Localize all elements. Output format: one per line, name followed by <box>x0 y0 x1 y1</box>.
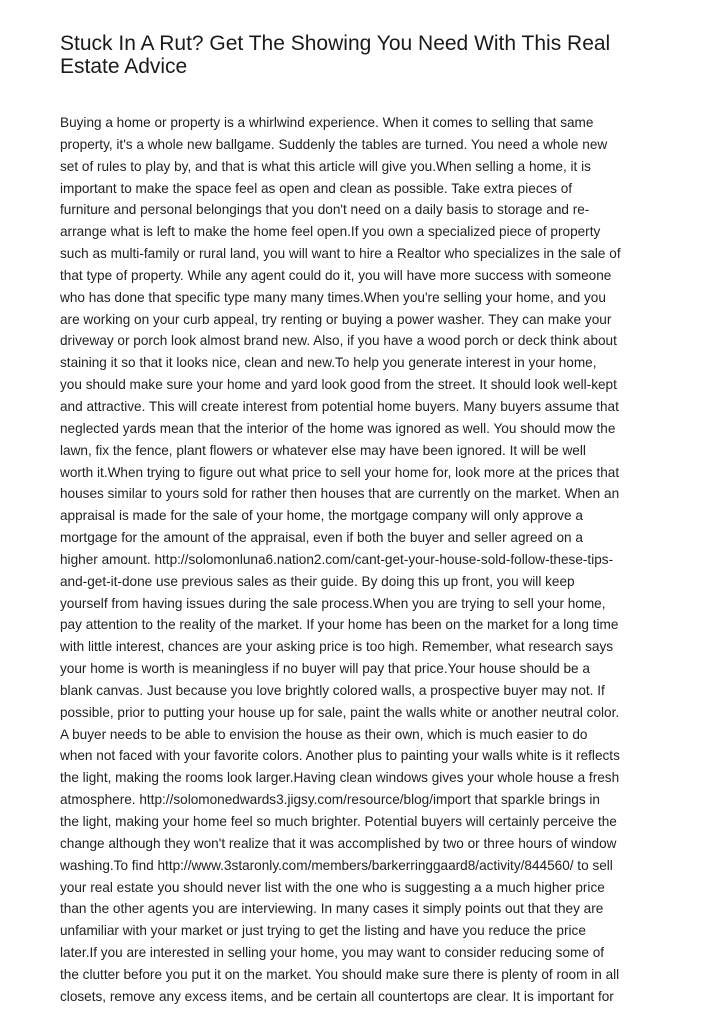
body-text-line: Buying a home or property is a whirlwind experience. When it comes to selling that same <box>60 115 594 130</box>
document-title <box>60 32 660 78</box>
body-text-line: driveway or porch look almost brand new. Also, if you have a wood porch or deck think about <box>60 333 617 349</box>
body-text-line: that type of property. While any agent could do it, you will have more success with someone <box>60 267 612 283</box>
body-text-line: furniture and personal belongings that you don't need on a daily basis to storage and re- <box>60 202 590 218</box>
document-page <box>60 32 660 1008</box>
body-text-line: the light, making the rooms look larger.Having clean windows gives your whole house a fresh <box>60 770 620 786</box>
body-text-line: appraisal is made for the sale of your home, the mortgage company will only approve a <box>60 508 583 524</box>
body-text-line: unfamiliar with your market or just trying to get the listing and have you reduce the price <box>60 923 586 939</box>
body-text-line: with little interest, chances are your asking price is too high. Remember, what research says <box>60 639 614 655</box>
body-text-line: such as multi-family or rural land, you will want to hire a Realtor who specializes in the sale of <box>60 246 621 262</box>
body-text-line: mortgage for the amount of the appraisal, even if both the buyer and seller agreed on a <box>60 530 583 546</box>
body-text-line: houses similar to yours sold for rather then houses that are currently on the market. When an <box>60 486 620 502</box>
body-text-line: higher amount. http://solomonluna6.nation2.com/cant-get-your-house-sold-follow-these-tips- <box>60 551 614 567</box>
body-text-line: washing.To find http://www.3staronly.com/members/barkerringgaard8/activity/844560/ to sell <box>60 857 613 873</box>
body-text-line: lawn, fix the fence, plant flowers or whatever else may have been ignored. It will be well <box>60 442 586 458</box>
article-body <box>60 112 660 1008</box>
body-text-line: blank canvas. Just because you love brightly colored walls, a prospective buyer may not. If <box>60 682 605 698</box>
body-text-line: important to make the space feel as open and clean as possible. Take extra pieces of <box>60 180 573 196</box>
body-text-line: set of rules to play by, and that is what this article will give you.When selling a home, it is <box>60 158 591 174</box>
body-text-line: worth it.When trying to figure out what price to sell your home for, look more at the prices that <box>60 464 620 480</box>
body-text-line: your real estate you should never list with the one who is suggesting a a much higher price <box>60 879 605 895</box>
body-text-line: the clutter before you put it on the market. You should make sure there is plenty of room in all <box>60 966 620 982</box>
body-text-line: and-get-it-done use previous sales as their guide. By doing this up front, you will keep <box>60 573 575 589</box>
body-text-line: pay attention to the reality of the market. If your home has been on the market for a long time <box>60 617 619 633</box>
body-text-line: your home is worth is meaningless if no buyer will pay that price.Your house should be a <box>60 661 590 677</box>
body-text-line: the light, making your home feel so much brighter. Potential buyers will certainly perceive the <box>60 814 617 829</box>
body-text-line: closets, remove any excess items, and be certain all countertops are clear. It is important for <box>60 988 614 1004</box>
body-text-line: possible, prior to putting your house up for sale, paint the walls white or another neutral color. <box>60 704 620 720</box>
body-text-line: change although they won't realize that it was accomplished by two or three hours of window <box>60 835 617 851</box>
body-text-line: yourself from having issues during the sale process.When you are trying to sell your home, <box>60 595 606 611</box>
title-line: Estate Advice <box>60 55 188 78</box>
body-text-line: who has done that specific type many many times.When you're selling your home, and you <box>60 289 606 305</box>
body-text-line: A buyer needs to be able to envision the house as their own, which is much easier to do <box>60 726 588 742</box>
body-text-line: neglected yards mean that the interior of the home was ignored as well. You should mow the <box>60 420 616 436</box>
body-text-line: arrange what is left to make the home feel open.If you own a specialized piece of property <box>60 224 601 240</box>
body-text-line: are working on your curb appeal, try renting or buying a power washer. They can make your <box>60 311 612 327</box>
body-text-line: property, it's a whole new ballgame. Suddenly the tables are turned. You need a whole new <box>60 136 608 152</box>
body-text-line: and attractive. This will create interest from potential home buyers. Many buyers assume that <box>60 398 619 414</box>
body-text-line: when not faced with your favorite colors. Another plus to painting your walls white is it reflects <box>60 748 620 764</box>
body-text-line: you should make sure your home and yard look good from the street. It should look well-kept <box>60 377 617 393</box>
body-text-line: atmosphere. http://solomonedwards3.jigsy.com/resource/blog/import that sparkle brings in <box>60 792 600 808</box>
body-text-line: later.If you are interested in selling your home, you may want to consider reducing some of <box>60 945 605 961</box>
body-text-line: than the other agents you are interviewing. In many cases it simply points out that they are <box>60 901 604 917</box>
title-line: Stuck In A Rut? Get The Showing You Need With This Real <box>60 32 611 55</box>
body-text-line: staining it so that it looks nice, clean and new.To help you generate interest in your home, <box>60 355 597 371</box>
